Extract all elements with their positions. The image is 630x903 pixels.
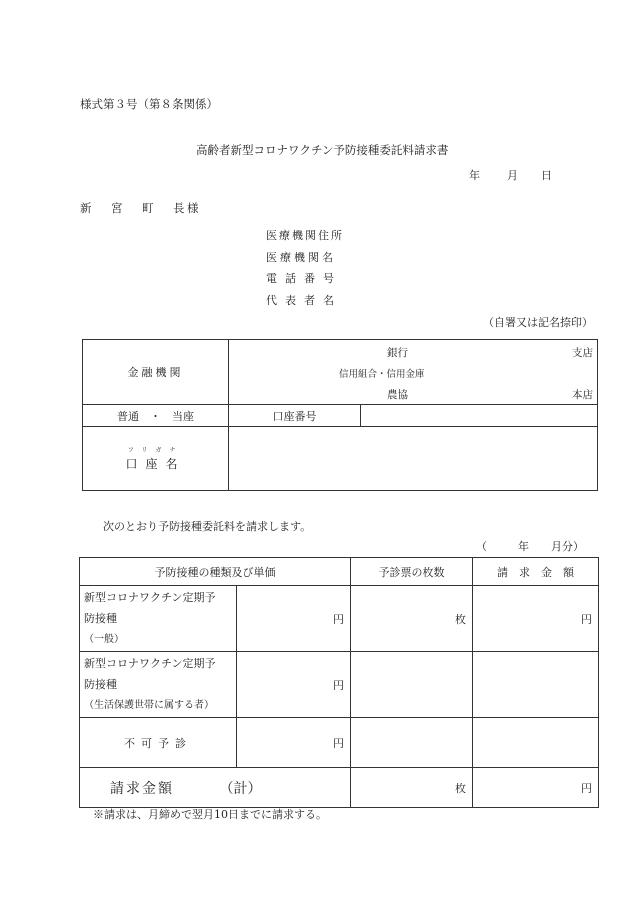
row-welfare-line3: （生活保護世帯に属する者）: [84, 700, 214, 711]
row-welfare-label: [80, 652, 237, 718]
row-general-line1: 新型コロナワクチン定期予: [84, 591, 216, 604]
account-number-label: 口座番号: [229, 405, 361, 427]
period-month: 月分）: [551, 540, 584, 553]
row-welfare-count[interactable]: [351, 652, 473, 718]
head-office-text: 本店: [572, 389, 593, 401]
fee-table: [79, 557, 599, 808]
total-label-cell: [80, 768, 351, 808]
account-name-label: 口座名: [125, 457, 186, 471]
address-label: 医療機関住所: [266, 229, 344, 242]
branch-text: 支店: [572, 347, 593, 359]
addressee-name: 新 宮 町 長: [80, 201, 189, 215]
row-invalid-label: 不可予診: [80, 718, 237, 768]
representative-label: 代表者名: [266, 294, 342, 307]
total-amount[interactable]: 円: [473, 768, 599, 808]
bank-text: 銀行: [387, 347, 408, 359]
credit-text: 信用組合・信用金庫: [339, 369, 425, 380]
row-welfare-unit[interactable]: 円: [237, 652, 351, 718]
header-amount: 請 求 金 額: [473, 558, 599, 586]
account-name-field[interactable]: [229, 427, 598, 491]
row-welfare-amount[interactable]: [473, 652, 599, 718]
footer-note: ※請求は、月締めで翌月10日までに請求する。: [93, 808, 327, 821]
period-open: （: [476, 540, 487, 553]
row-general-count[interactable]: 枚: [351, 586, 473, 652]
row-general-line3: （一般）: [84, 634, 124, 645]
account-name-label-cell: [83, 427, 229, 491]
header-count: 予診票の枚数: [351, 558, 473, 586]
account-number-field[interactable]: [361, 405, 598, 427]
form-number: 様式第３号（第８条関係）: [80, 97, 218, 111]
institution-cell: [229, 340, 598, 405]
row-invalid-count[interactable]: [351, 718, 473, 768]
date-year: 年: [469, 169, 480, 182]
row-welfare-line2: 防接種: [84, 678, 117, 691]
request-text: 次のとおり予防接種委託料を請求します。: [103, 520, 312, 533]
row-general-label: [80, 586, 237, 652]
bank-table: [82, 339, 598, 491]
document-title: 高齢者新型コロナワクチン予防接種委託料請求書: [196, 143, 449, 157]
date-month: 月: [507, 169, 518, 182]
total-note: （計）: [219, 780, 262, 797]
account-name-ruby: フリガナ: [127, 447, 184, 454]
row-invalid-amount[interactable]: [473, 718, 599, 768]
seal-note: （自署又は記名捺印）: [483, 316, 593, 329]
date-day: 日: [541, 169, 552, 182]
header-type: 予防接種の種類及び単価: [80, 558, 351, 586]
row-general-amount[interactable]: 円: [473, 586, 599, 652]
addressee-honorific: 様: [187, 201, 199, 215]
total-count[interactable]: 枚: [351, 768, 473, 808]
period-year: 年: [518, 540, 529, 553]
row-general-line2: 防接種: [84, 612, 117, 625]
row-welfare-line1: 新型コロナワクチン定期予: [84, 657, 216, 670]
row-invalid-unit[interactable]: 円: [237, 718, 351, 768]
total-label: 請求金額: [110, 780, 174, 797]
row-general-unit[interactable]: 円: [237, 586, 351, 652]
phone-label: 電話番号: [266, 272, 342, 285]
account-type-cell: 普通 ・ 当座: [83, 405, 229, 427]
institution-label: 金融機関: [83, 340, 229, 405]
name-label: 医療機関名: [266, 251, 336, 264]
ja-text: 農協: [387, 389, 408, 401]
